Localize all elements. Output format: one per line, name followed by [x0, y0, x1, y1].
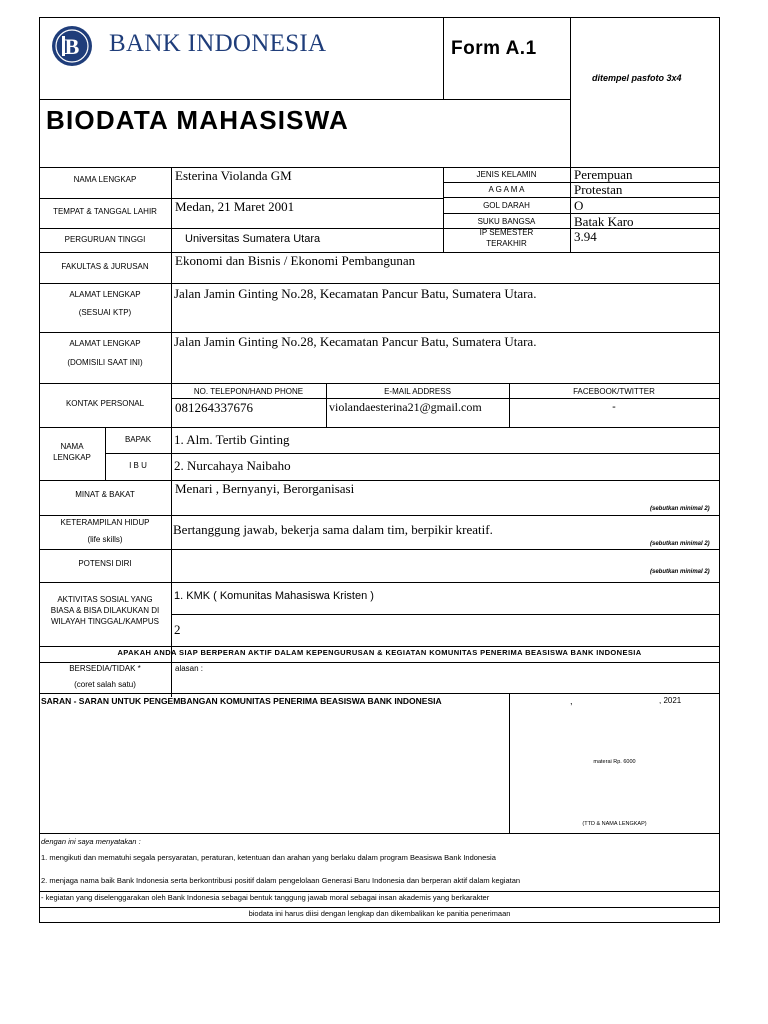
agama-label: A G A M A — [488, 185, 525, 194]
pernyataan-intro: dengan ini saya menyatakan : — [41, 837, 141, 846]
bank-indonesia-logo-icon — [51, 25, 93, 67]
pernyataan-3: - kegiatan yang diselenggarakan oleh Bank Indonesia sebagai bentuk tanggung jawab moral sebagai insan akademis yang berkarakter — [41, 893, 490, 902]
orangtua-sublabel: LENGKAP — [53, 453, 91, 462]
form-code: Form A.1 — [451, 38, 537, 59]
jk-field[interactable]: Perempuan — [574, 167, 633, 182]
aktivitas-label-2: BIASA & BISA DILAKUKAN DI — [50, 606, 160, 615]
bapak-label: BAPAK — [124, 435, 152, 444]
page-title: BIODATA MAHASISWA — [46, 105, 350, 135]
orangtua-label: NAMA — [60, 442, 84, 451]
phone-header: NO. TELEPON/HAND PHONE — [193, 387, 304, 396]
agama-field[interactable]: Protestan — [574, 182, 623, 197]
bapak-field[interactable]: 1. Alm. Tertib Ginting — [174, 432, 290, 447]
kesediaan-question: APAKAH ANDA SIAP BERPERAN AKTIF DALAM KEPENGURUSAN & KEGIATAN KOMUNITAS PENERIMA BEASISWA BANK INDONESIA — [117, 648, 642, 657]
biodata-form — [39, 17, 720, 923]
bank-name: BANK INDONESIA — [109, 30, 327, 57]
potensi-note: (sebutkan minimal 2) — [650, 569, 710, 575]
border-top — [39, 17, 720, 18]
goldar-field[interactable]: O — [574, 198, 584, 213]
nama-field[interactable]: Esterina Violanda GM — [175, 168, 292, 183]
social-header: FACEBOOK/TWITTER — [573, 387, 655, 396]
ttd-label: (TTD & NAMA LENGKAP) — [582, 821, 647, 827]
materai-note: materai Rp. 6000 — [593, 759, 636, 765]
suku-field[interactable]: Batak Karo — [574, 214, 634, 229]
ttl-label: TEMPAT & TANGGAL LAHIR — [53, 207, 157, 216]
keterampilan-label: KETERAMPILAN HIDUP — [60, 518, 150, 527]
aktivitas-label-1: AKTIVITAS SOSIAL YANG — [57, 595, 153, 604]
alamat-ktp-sublabel: (SESUAI KTP) — [78, 308, 132, 317]
minat-label: MINAT & BAKAT — [75, 490, 135, 499]
alamat-ktp-label: ALAMAT LENGKAP — [69, 290, 141, 299]
fakultas-field[interactable]: Ekonomi dan Bisnis / Ekonomi Pembangunan — [175, 253, 416, 268]
kontak-label: KONTAK PERSONAL — [65, 399, 145, 408]
footer-note: biodata ini harus diisi dengan lengkap dan dikembalikan ke panitia penerimaan — [248, 909, 511, 918]
pernyataan-2: 2. menjaga nama baik Bank Indonesia serta berkontribusi positif dalam pengelolaan Generasi Baru Indonesia dan berperan aktif dalam kegiatan — [41, 876, 521, 885]
keterampilan-note: (sebutkan minimal 2) — [650, 541, 710, 547]
nama-label: NAMA LENGKAP — [73, 175, 137, 184]
potensi-label: POTENSI DIRI — [78, 559, 132, 568]
goldar-label: GOL DARAH — [483, 201, 530, 210]
bersedia-sublabel: (coret salah satu) — [74, 680, 136, 689]
ip-label-2: TERAKHIR — [486, 239, 527, 248]
border-left — [39, 17, 40, 923]
bersedia-label[interactable]: BERSEDIA/TIDAK * — [69, 664, 141, 673]
email-field[interactable]: violandaesterina21@gmail.com — [329, 400, 482, 414]
alamat-domisili-field[interactable]: Jalan Jamin Ginting No.28, Kecamatan Pancur Batu, Sumatera Utara. — [174, 334, 537, 349]
alamat-ktp-field[interactable]: Jalan Jamin Ginting No.28, Kecamatan Pancur Batu, Sumatera Utara. — [174, 286, 537, 301]
keterampilan-sublabel: (life skills) — [87, 535, 123, 544]
pernyataan-1: 1. mengikuti dan mematuhi segala persyaratan, peraturan, ketentuan dan arahan yang berlaku dalam program Beasiswa Bank Indonesia — [41, 853, 496, 862]
phone-field[interactable]: 081264337676 — [175, 400, 253, 415]
alamat-domisili-label: ALAMAT LENGKAP — [69, 339, 141, 348]
suku-label: SUKU BANGSA — [477, 217, 536, 226]
minat-field[interactable]: Menari , Bernyanyi, Berorganisasi — [175, 481, 355, 496]
ip-field[interactable]: 3.94 — [574, 229, 597, 244]
pt-field[interactable]: Universitas Sumatera Utara — [185, 233, 321, 245]
ip-label-1: IP SEMESTER — [479, 228, 534, 237]
keterampilan-field[interactable]: Bertanggung jawab, bekerja sama dalam tim, berpikir kreatif. — [173, 522, 493, 537]
jk-label: JENIS KELAMIN — [476, 170, 537, 179]
aktivitas-item-2[interactable]: 2 — [174, 622, 181, 637]
aktivitas-item-1[interactable]: 1. KMK ( Komunitas Mahasiswa Kristen ) — [174, 590, 374, 602]
alamat-domisili-sublabel: (DOMISILI SAAT INI) — [67, 358, 143, 367]
email-header: E-MAIL ADDRESS — [384, 387, 451, 396]
date-comma: , — [570, 696, 573, 706]
ibu-label: I B U — [129, 461, 147, 470]
photo-note: ditempel pasfoto 3x4 — [592, 73, 682, 83]
pt-label: PERGURUAN TINGGI — [64, 235, 146, 244]
border-right — [719, 17, 720, 923]
social-field[interactable]: - — [612, 401, 616, 413]
date-year: , 2021 — [659, 696, 682, 705]
ibu-field[interactable]: 2. Nurcahaya Naibaho — [174, 458, 291, 473]
border-bottom — [39, 922, 720, 923]
aktivitas-label-3: WILAYAH TINGGAL/KAMPUS — [50, 617, 160, 626]
minat-note: (sebutkan minimal 2) — [650, 506, 710, 512]
saran-title: SARAN - SARAN UNTUK PENGEMBANGAN KOMUNITAS PENERIMA BEASISWA BANK INDONESIA — [41, 696, 442, 706]
alasan-field[interactable]: alasan : — [175, 664, 204, 673]
fakultas-label: FAKULTAS & JURUSAN — [61, 262, 149, 271]
ttl-field[interactable]: Medan, 21 Maret 2001 — [175, 199, 295, 214]
svg-text:B: B — [64, 34, 80, 59]
